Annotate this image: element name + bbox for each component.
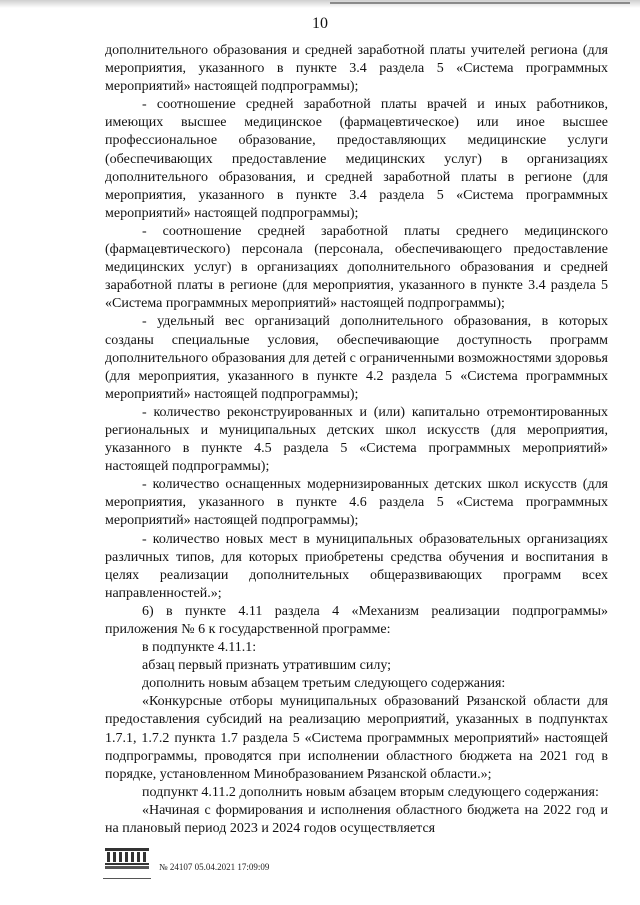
building-logo-icon — [103, 846, 151, 870]
divider — [103, 878, 151, 879]
paragraph: - количество реконструированных и (или) капитально отремонтированных региональных и муниципальных детских школ искусств (для мероприятия, указанного в пункте 4.5 раздела 5 «Система программных мероприятий» настоящей подпрограммы); — [105, 404, 608, 475]
paragraph: «Конкурсные отборы муниципальных образований Рязанской области для предоставления субсидий на реализацию мероприятий, указанных в подпунктах 1.7.1, 1.7.2 пункта 1.7 раздела 5 «Система программных мероприятий» настоящей подпрограммы, проводятся при исполнении областного бюджета на 2021 год в порядке, установленном Минобразованием Рязанской области.»; — [105, 694, 608, 782]
paragraph: в подпункте 4.11.1: — [142, 640, 257, 656]
paragraph: дополнить новым абзацем третьим следующего содержания: — [142, 676, 506, 692]
paragraph: абзац первый признать утратившим силу; — [142, 658, 392, 674]
paragraph: «Начиная с формирования и исполнения областного бюджета на 2022 год и на плановый период 2023 и 2024 годов осуществляется — [105, 802, 608, 837]
document-body — [105, 42, 608, 838]
paragraph: 6) в пункте 4.11 раздела 4 «Механизм реализации подпрограммы» приложения № 6 к государственной программе: — [105, 603, 608, 637]
scan-artifact — [330, 2, 630, 4]
paragraph: подпункт 4.11.2 дополнить новым абзацем вторым следующего содержания: — [142, 784, 599, 800]
page-number: 10 — [312, 15, 328, 32]
paragraph: - количество новых мест в муниципальных образовательных организациях различных типов, для которых приобретены средства обучения и воспитания в целях реализации дополнительных общеразвивающих программ всех направленностей.»; — [105, 531, 608, 601]
stamp-text: № 24107 05.04.2021 17:09:09 — [159, 862, 270, 872]
paragraph: дополнительного образования и средней заработной платы учителей региона (для мероприятия, указанного в пункте 3.4 раздела 5 «Система программных мероприятий» настоящей подпрограммы); — [105, 43, 608, 95]
paragraph: - удельный вес организаций дополнительного образования, в которых созданы специальные условия, обеспечивающие доступность программ дополнительного образования для детей с ограниченными возможностями здоровья (для мероприятия, указанного в пункте 4.2 раздела 5 «Система программных мероприятий» настоящей подпрограммы); — [105, 314, 608, 402]
paragraph: - соотношение средней заработной платы врачей и иных работников, имеющих высшее медицинское (фармацевтическое) или иное высшее профессиональное образование, предоставляющих медицинские услуги (обеспечивающих предоставление медицинских услуг) в организациях дополнительного образования, и средней заработной платы в регионе (для мероприятия, указанного в пункте 3.4 раздела 5 «Система программных мероприятий» настоящей подпрограммы); — [105, 97, 608, 221]
paragraph: - соотношение средней заработной платы среднего медицинского (фармацевтического) персонала (персонала, обеспечивающего предоставление медицинских услуг) в организациях дополнительного образования и средней заработной платы в регионе (для мероприятия, указанного в пункте 3.4 раздела 5 «Система программных мероприятий» настоящей подпрограммы); — [105, 223, 608, 312]
registration-stamp — [103, 846, 403, 886]
paragraph: - количество оснащенных модернизированных детских школ искусств (для мероприятия, указанного в пункте 4.6 раздела 5 «Система программных мероприятий» настоящей подпрограммы); — [105, 477, 608, 529]
